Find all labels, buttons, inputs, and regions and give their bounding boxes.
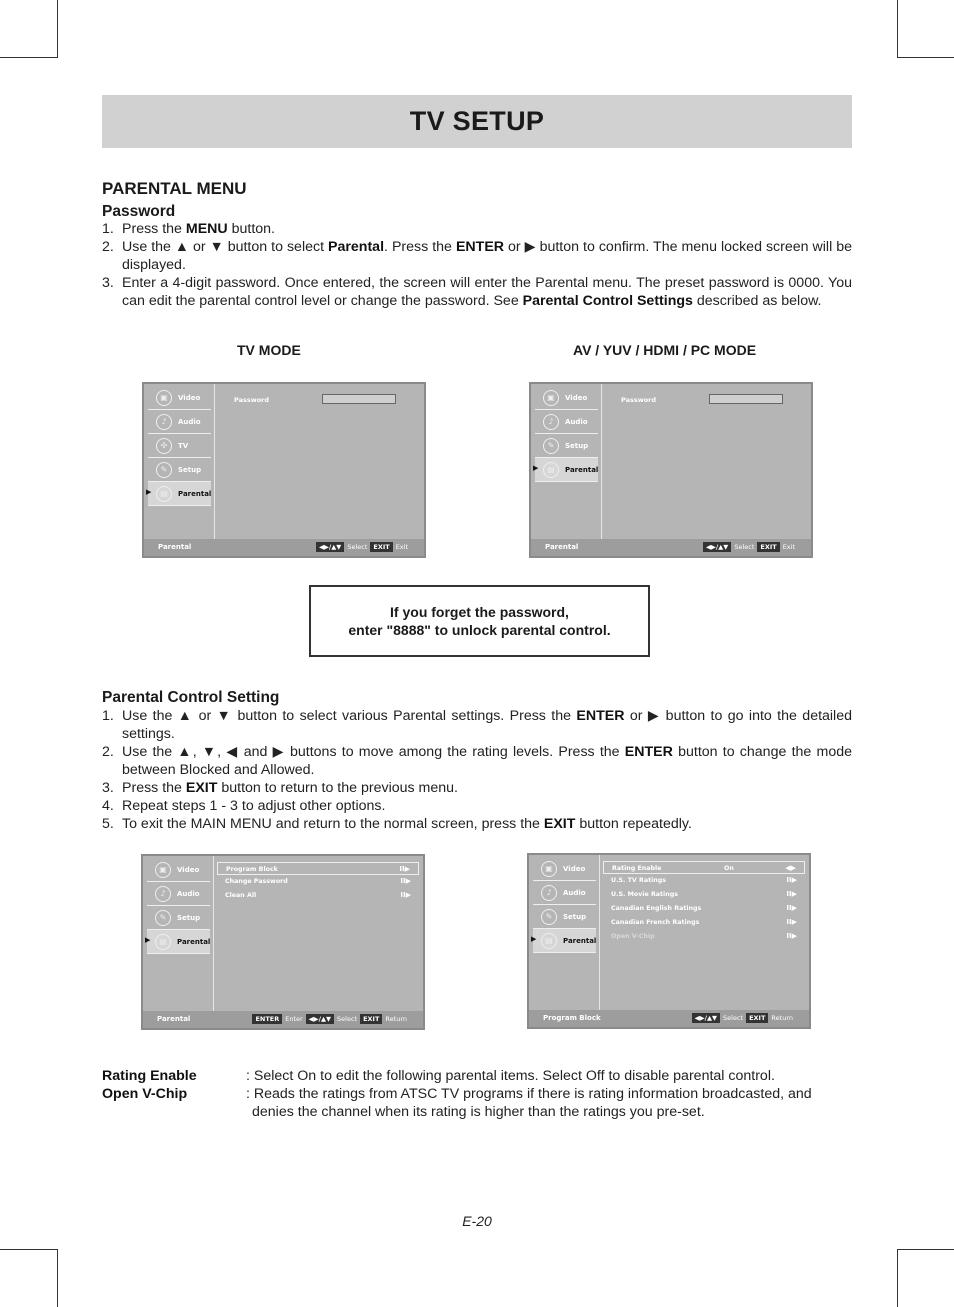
selection-arrow-icon: ▶ [531, 935, 537, 943]
section-title: PARENTAL MENU [102, 179, 247, 198]
selection-arrow-icon: ▶ [146, 488, 152, 496]
notice-line-1: If you forget the password, [390, 604, 569, 620]
speaker-icon: ♪ [155, 886, 171, 902]
step-text: Enter a 4-digit password. Once entered, the screen will enter the Parental menu. The preset password is 0000. You can edit the parental control level or change the password. See [122, 275, 852, 309]
step-text: Press the [122, 780, 186, 796]
content-pane [217, 862, 419, 903]
screen-footer [143, 1011, 423, 1028]
wrench-icon: ✎ [543, 438, 559, 454]
menu-sidebar [531, 384, 602, 539]
menu-item-video[interactable]: ▣ Video [147, 858, 210, 882]
crop-mark [897, 0, 898, 58]
footer-select-label: Select [347, 543, 368, 551]
us-movie-ratings-row[interactable]: U.S. Movie Ratings II▶ [611, 890, 797, 898]
password-input[interactable] [322, 394, 396, 404]
definition-desc: : Select On to edit the following parental items. Select Off to disable parental control. [246, 1068, 775, 1084]
clean-all-row[interactable]: Clean All II▶ [225, 891, 411, 899]
us-tv-ratings-row[interactable]: U.S. TV Ratings II▶ [611, 876, 797, 884]
lock-icon: ▤ [541, 933, 557, 949]
step-text: button repeatedly. [575, 816, 692, 832]
tv-icon: ✣ [156, 438, 172, 454]
crop-mark [0, 57, 58, 58]
definition-desc: : Reads the ratings from ATSC TV programs if there is rating information broadcasted, and denies the channel when its rating is higher than the ratings you pre-set. [246, 1086, 812, 1120]
screen-footer [144, 539, 424, 556]
menu-item-audio[interactable]: ♪ Audio [535, 410, 598, 434]
footer-enter-label: Enter [285, 1015, 303, 1023]
step-keyword: Parental [328, 239, 385, 255]
enter-arrow-icon: II▶ [786, 876, 797, 884]
menu-item-video[interactable]: ▣ Video [535, 386, 598, 410]
exit-key: EXIT [757, 542, 779, 552]
enter-arrow-icon: II▶ [786, 904, 797, 912]
footer-action-label: Exit [395, 543, 408, 551]
step-keyword: ENTER [624, 744, 673, 760]
change-password-row[interactable]: Change Password II▶ [225, 877, 411, 885]
footer-title: Parental [158, 543, 192, 551]
password-step-1 [102, 220, 852, 238]
tv-mode-label: TV MODE [237, 342, 301, 358]
menu-sidebar [143, 856, 214, 1011]
menu-sidebar [144, 384, 215, 539]
video-icon: ▣ [541, 861, 557, 877]
left-right-arrow-icon: ◀▶ [785, 864, 796, 872]
definition-term: Open V-Chip [102, 1086, 188, 1102]
step-number: 2. [102, 744, 114, 760]
step-number: 4. [102, 798, 114, 814]
footer-title: Parental [157, 1015, 191, 1023]
page-title: TV SETUP [409, 106, 545, 136]
step-text: Press the [122, 221, 186, 237]
enter-arrow-icon: II▶ [786, 918, 797, 926]
exit-key: EXIT [370, 542, 392, 552]
enter-arrow-icon: II▶ [400, 891, 411, 899]
menu-sidebar [529, 855, 600, 1010]
control-step-4 [102, 797, 852, 815]
definition-open-vchip [102, 1085, 852, 1121]
screen-footer [531, 539, 811, 556]
step-keyword: ENTER [455, 239, 505, 255]
page-number: E-20 [462, 1213, 492, 1229]
program-block-row[interactable]: Program Block II▶ [217, 862, 419, 875]
control-heading: Parental Control Setting [102, 689, 280, 706]
step-text: Repeat steps 1 - 3 to adjust other options. [122, 798, 386, 814]
menu-item-audio[interactable]: ♪ Audio [147, 882, 210, 906]
enter-arrow-icon: II▶ [400, 877, 411, 885]
control-step-3 [102, 779, 852, 797]
step-text: Use the ▲, ▼, ◀ and ▶ buttons to move among the rating levels. Press the [122, 744, 625, 760]
enter-arrow-icon: II▶ [786, 932, 797, 940]
step-text: or ▶ button to go into the detailed settings. [122, 708, 852, 742]
notice-line-2: enter "8888" to unlock parental control. [348, 622, 611, 638]
arrows-key-icon: ◀▶/▲▼ [306, 1014, 334, 1024]
screen-footer [529, 1010, 809, 1027]
wrench-icon: ✎ [155, 910, 171, 926]
enter-arrow-icon: II▶ [399, 865, 410, 873]
forgot-password-notice [309, 585, 650, 657]
step-number: 5. [102, 816, 114, 832]
menu-item-setup[interactable]: ✎ Setup [533, 905, 596, 929]
speaker-icon: ♪ [543, 414, 559, 430]
wrench-icon: ✎ [541, 909, 557, 925]
definition-term: Rating Enable [102, 1068, 197, 1084]
tv-password-screen [142, 382, 426, 558]
step-number: 2. [102, 239, 114, 255]
step-keyword: MENU [185, 221, 228, 237]
speaker-icon: ♪ [541, 885, 557, 901]
lock-icon: ▤ [155, 934, 171, 950]
wrench-icon: ✎ [156, 462, 172, 478]
menu-item-setup[interactable]: ✎ Setup [147, 906, 210, 930]
step-text: button. [227, 221, 275, 237]
footer-title: Program Block [543, 1014, 601, 1022]
content-pane [603, 861, 805, 944]
step-keyword: EXIT [185, 780, 218, 796]
password-step-2 [102, 238, 852, 274]
step-number: 1. [102, 708, 114, 724]
av-password-screen [529, 382, 813, 558]
parental-menu-screen [141, 854, 425, 1030]
control-steps [102, 707, 852, 833]
step-text: button to return to the previous menu. [217, 780, 458, 796]
step-number: 3. [102, 275, 114, 291]
av-mode-label: AV / YUV / HDMI / PC MODE [573, 342, 757, 358]
menu-item-parental[interactable]: ▶ ▤ Parental [533, 929, 596, 953]
speaker-icon: ♪ [156, 414, 172, 430]
arrows-key-icon: ◀▶/▲▼ [316, 542, 344, 552]
video-icon: ▣ [155, 862, 171, 878]
password-label: Password [234, 396, 270, 404]
rating-enable-row[interactable]: Rating Enable On ◀▶ [603, 861, 805, 874]
step-number: 3. [102, 780, 114, 796]
step-text: Use the ▲ or ▼ button to select various Parental settings. Press the [122, 708, 577, 724]
password-input[interactable] [709, 394, 783, 404]
crop-mark [57, 1249, 58, 1307]
menu-item-audio[interactable]: ♪ Audio [148, 410, 211, 434]
crop-mark [897, 57, 954, 58]
footer-select-label: Select [337, 1015, 358, 1023]
step-text: or ▶ button to confirm. The menu locked screen will be displayed. [122, 239, 852, 273]
control-step-2 [102, 743, 852, 779]
crop-mark [57, 0, 58, 58]
step-keyword: EXIT [543, 816, 576, 832]
footer-action-label: Return [771, 1014, 793, 1022]
step-text: . Press the [384, 239, 456, 255]
title-banner [102, 95, 852, 148]
menu-item-video[interactable]: ▣ Video [533, 857, 596, 881]
definitions-list [102, 1067, 852, 1121]
canadian-french-ratings-row[interactable]: Canadian French Ratings II▶ [611, 918, 797, 926]
enter-arrow-icon: II▶ [786, 890, 797, 898]
canadian-english-ratings-row[interactable]: Canadian English Ratings II▶ [611, 904, 797, 912]
step-text: Use the ▲ or ▼ button to select [122, 239, 329, 255]
menu-item-parental[interactable]: ▶ ▤ Parental [148, 482, 211, 506]
password-label: Password [621, 396, 657, 404]
step-text: To exit the MAIN MENU and return to the normal screen, press the [122, 816, 544, 832]
menu-item-parental[interactable]: ▶ ▤ Parental [147, 930, 210, 954]
menu-item-tv[interactable]: ✣ TV [148, 434, 211, 458]
video-icon: ▣ [156, 390, 172, 406]
arrows-key-icon: ◀▶/▲▼ [703, 542, 731, 552]
arrows-key-icon: ◀▶/▲▼ [692, 1013, 720, 1023]
menu-item-setup[interactable]: ✎ Setup [148, 458, 211, 482]
video-icon: ▣ [543, 390, 559, 406]
footer-select-label: Select [734, 543, 755, 551]
step-text: described as below. [692, 293, 822, 309]
lock-icon: ▤ [156, 486, 172, 502]
footer-title: Parental [545, 543, 579, 551]
step-text: button to change the mode between Blocked and Allowed. [122, 744, 852, 778]
enter-key: ENTER [252, 1014, 282, 1024]
control-step-1 [102, 707, 852, 743]
selection-arrow-icon: ▶ [145, 936, 151, 944]
crop-mark [897, 1249, 898, 1307]
crop-mark [897, 1249, 954, 1250]
footer-action-label: Return [385, 1015, 407, 1023]
footer-action-label: Exit [782, 543, 795, 551]
menu-item-video[interactable]: ▣ Video [148, 386, 211, 410]
step-keyword: ENTER [576, 708, 625, 724]
definition-rating-enable [102, 1067, 852, 1085]
control-step-5 [102, 815, 852, 833]
step-keyword: Parental Control Settings [522, 293, 693, 309]
crop-mark [0, 1249, 58, 1250]
lock-icon: ▤ [543, 462, 559, 478]
footer-select-label: Select [723, 1014, 744, 1022]
step-number: 1. [102, 221, 114, 237]
password-steps [102, 220, 852, 310]
password-heading: Password [102, 203, 176, 220]
selection-arrow-icon: ▶ [533, 464, 539, 472]
exit-key: EXIT [360, 1014, 382, 1024]
password-step-3 [102, 274, 852, 310]
open-vchip-row[interactable]: Open V-Chip II▶ [611, 932, 797, 940]
menu-item-audio[interactable]: ♪ Audio [533, 881, 596, 905]
program-block-screen [527, 853, 811, 1029]
menu-item-setup[interactable]: ✎ Setup [535, 434, 598, 458]
menu-item-parental[interactable]: ▶ ▤ Parental [535, 458, 598, 482]
exit-key: EXIT [746, 1013, 768, 1023]
